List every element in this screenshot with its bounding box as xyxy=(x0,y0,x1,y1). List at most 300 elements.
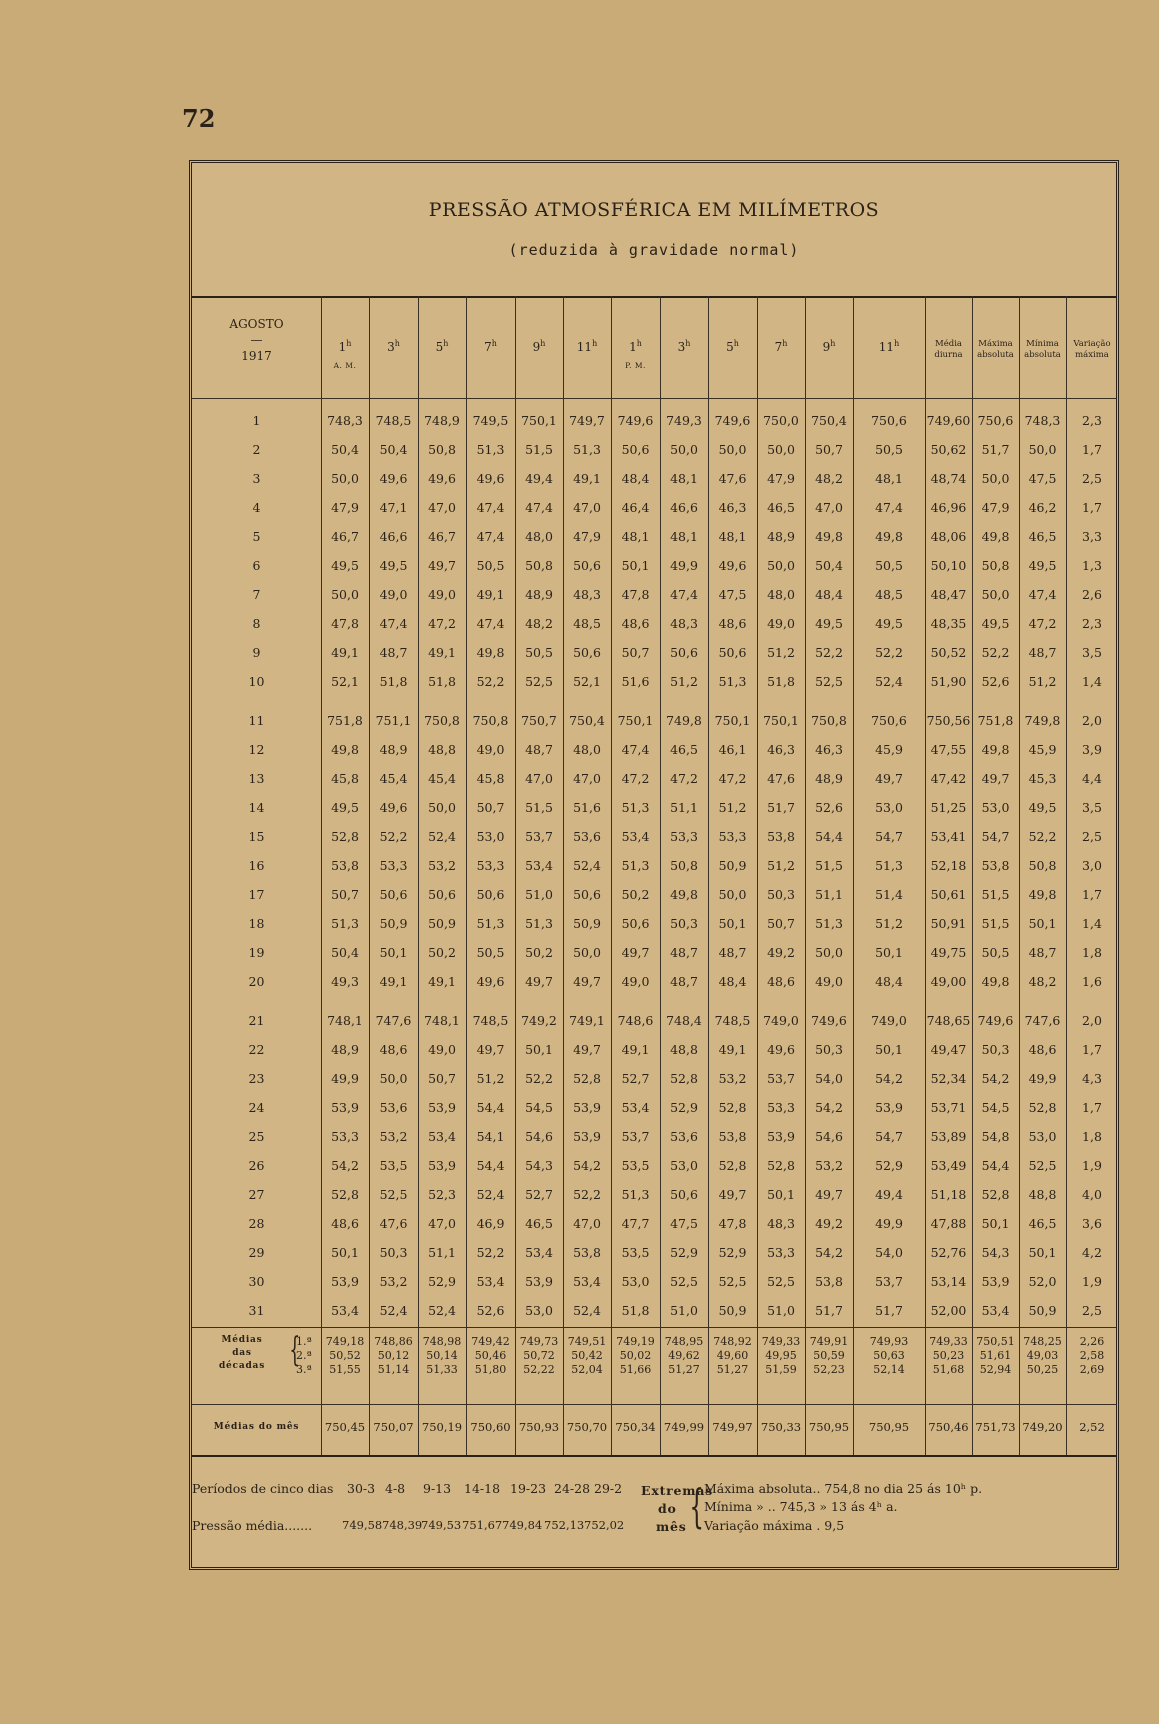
header-hour: 1$^h$ xyxy=(629,339,642,354)
table-cell: 48,74 xyxy=(930,471,967,486)
table-cell: 53,9 xyxy=(428,1100,456,1115)
month-mean-cell: 749,97 xyxy=(712,1420,753,1434)
table-cell: 750,0 xyxy=(763,413,799,428)
table-cell: 46,1 xyxy=(718,742,747,757)
table-cell: 749,0 xyxy=(763,1013,799,1028)
table-cell: 49,0 xyxy=(476,742,505,757)
decade-cell: 750,51 xyxy=(976,1335,1015,1348)
month-mean-cell: 749,99 xyxy=(663,1420,705,1434)
row-day: 24 xyxy=(248,1100,265,1115)
month-mean-cell: 750,93 xyxy=(518,1420,560,1434)
table-cell: 53,9 xyxy=(331,1100,359,1115)
table-cell: 51,1 xyxy=(670,800,698,815)
table-cell: 50,3 xyxy=(670,916,698,931)
header-hour: 9$^h$ xyxy=(532,339,546,354)
table-cell: 49,5 xyxy=(981,616,1010,631)
table-cell: 53,3 xyxy=(379,858,408,873)
table-cell: 46,7 xyxy=(331,529,359,544)
table-cell: 53,4 xyxy=(573,1274,601,1289)
table-cell: 53,4 xyxy=(428,1129,456,1144)
table-cell: 50,61 xyxy=(930,887,967,902)
table-cell: 51,5 xyxy=(815,858,843,873)
table-cell: 50,5 xyxy=(476,945,505,960)
row-day: 27 xyxy=(248,1187,265,1202)
table-cell: 50,0 xyxy=(670,442,698,457)
decades-label: Médias xyxy=(221,1335,263,1345)
table-cell: 48,4 xyxy=(718,974,747,989)
decade-cell: 49,60 xyxy=(716,1349,749,1362)
table-cell: 50,9 xyxy=(428,916,456,931)
table-cell: 49,8 xyxy=(1028,887,1057,902)
table-cell: 48,1 xyxy=(670,529,698,544)
table-cell: 47,6 xyxy=(379,1216,408,1231)
table-cell: 48,7 xyxy=(379,645,408,660)
table-cell: 52,5 xyxy=(718,1274,747,1289)
table-cell: 751,8 xyxy=(327,713,363,728)
table-cell: 52,8 xyxy=(718,1158,747,1173)
table-cell: 49,8 xyxy=(981,529,1010,544)
table-cell: 49,2 xyxy=(815,1216,843,1231)
decade-label: 3.ª xyxy=(296,1363,312,1376)
table-cell: 50,1 xyxy=(331,1245,359,1260)
table-cell: 48,4 xyxy=(875,974,903,989)
table-cell: 48,8 xyxy=(670,1042,698,1057)
table-cell: 48,2 xyxy=(1028,974,1057,989)
table-cell: 53,3 xyxy=(718,829,747,844)
pressure-item: 748,39 xyxy=(382,1518,423,1532)
decade-cell: 51,61 xyxy=(979,1349,1012,1362)
table-cell: 749,6 xyxy=(977,1013,1014,1028)
row-day: 15 xyxy=(248,829,265,844)
table-cell: 52,00 xyxy=(930,1303,967,1318)
table-cell: 50,6 xyxy=(573,645,601,660)
table-cell: 53,9 xyxy=(573,1129,601,1144)
table-cell: 46,2 xyxy=(1028,500,1057,515)
table-cell: 50,2 xyxy=(621,887,650,902)
table-cell: 51,2 xyxy=(718,800,747,815)
table-cell: 49,1 xyxy=(718,1042,747,1057)
table-cell: 51,2 xyxy=(875,916,903,931)
table-cell: 51,8 xyxy=(767,674,795,689)
month-mean-cell: 750,45 xyxy=(324,1420,366,1434)
table-cell: 50,0 xyxy=(718,442,747,457)
table-cell: 50,2 xyxy=(525,945,553,960)
decade-cell: 50,02 xyxy=(619,1349,652,1362)
table-cell: 49,5 xyxy=(875,616,903,631)
table-cell: 50,1 xyxy=(1028,916,1057,931)
table-cell: 749,60 xyxy=(926,413,971,428)
table-cell: 750,1 xyxy=(763,713,799,728)
table-cell: 50,91 xyxy=(930,916,967,931)
table-cell: 50,9 xyxy=(1028,1303,1057,1318)
table-cell: 49,47 xyxy=(930,1042,967,1057)
table-cell: 49,0 xyxy=(621,974,650,989)
table-cell: 48,7 xyxy=(525,742,553,757)
header-top-rule xyxy=(192,296,1116,298)
table-cell: 49,8 xyxy=(476,645,505,660)
row-day: 1 xyxy=(252,413,261,428)
table-cell: 51,5 xyxy=(525,442,553,457)
page-number: 72 xyxy=(182,104,216,133)
table-cell: 2,5 xyxy=(1082,1303,1102,1318)
table-cell: 50,4 xyxy=(379,442,408,457)
table-cell: 50,0 xyxy=(379,1071,408,1086)
table-cell: 51,3 xyxy=(573,442,601,457)
table-cell: 4,2 xyxy=(1082,1245,1102,1260)
table-cell: 53,0 xyxy=(476,829,505,844)
decade-cell: 50,25 xyxy=(1026,1363,1059,1376)
table-cell: 47,5 xyxy=(670,1216,698,1231)
table-cell: 52,8 xyxy=(331,1187,359,1202)
decade-cell: 49,62 xyxy=(668,1349,700,1362)
table-cell: 52,4 xyxy=(379,1303,408,1318)
table-cell: 45,4 xyxy=(379,771,408,786)
table-cell: 750,7 xyxy=(521,713,557,728)
decade-cell: 749,93 xyxy=(869,1335,909,1348)
month-mean-cell: 750,60 xyxy=(470,1420,511,1434)
table-cell: 52,4 xyxy=(428,1303,456,1318)
period-item: 19-23 xyxy=(510,1481,547,1496)
table-cell: 53,8 xyxy=(767,829,795,844)
table-cell: 749,5 xyxy=(472,413,509,428)
table-cell: 2,0 xyxy=(1082,713,1102,728)
table-cell: 48,7 xyxy=(670,945,698,960)
table-cell: 52,2 xyxy=(815,645,843,660)
table-cell: 53,9 xyxy=(525,1274,553,1289)
table-cell: 48,1 xyxy=(718,529,747,544)
table-cell: 49,5 xyxy=(379,558,408,573)
decade-cell: 51,66 xyxy=(619,1363,652,1376)
header-hour: 3$^h$ xyxy=(387,339,400,354)
table-cell: 50,0 xyxy=(331,587,359,602)
header-minima-absoluta: Mínima xyxy=(1026,339,1059,349)
table-cell: 748,65 xyxy=(926,1013,971,1028)
table-cell: 1,7 xyxy=(1082,500,1102,515)
table-cell: 54,8 xyxy=(981,1129,1010,1144)
table-cell: 50,3 xyxy=(981,1042,1010,1057)
table-cell: 48,7 xyxy=(718,945,747,960)
table-cell: 52,4 xyxy=(428,829,456,844)
table-cell: 49,7 xyxy=(573,974,601,989)
table-cell: 49,7 xyxy=(981,771,1010,786)
table-cell: 748,5 xyxy=(375,413,412,428)
table-cell: 48,6 xyxy=(718,616,747,631)
table-cell: 748,1 xyxy=(424,1013,460,1028)
row-day: 11 xyxy=(248,713,265,728)
table-cell: 52,2 xyxy=(476,1245,505,1260)
table-cell: 50,5 xyxy=(981,945,1010,960)
pressure-item: 749,84 xyxy=(502,1518,543,1532)
table-title: PRESSÃO ATMOSFÉRICA EM MILÍMETROS xyxy=(428,199,880,221)
header-hour: 3$^h$ xyxy=(677,339,691,354)
table-cell: 47,2 xyxy=(1028,616,1057,631)
table-cell: 47,8 xyxy=(718,1216,747,1231)
decade-cell: 50,59 xyxy=(813,1349,845,1362)
table-cell: 47,4 xyxy=(379,616,408,631)
table-cell: 52,5 xyxy=(1028,1158,1057,1173)
table-cell: 750,4 xyxy=(569,713,605,728)
row-day: 20 xyxy=(248,974,265,989)
table-cell: 50,6 xyxy=(428,887,456,902)
table-cell: 53,3 xyxy=(767,1245,795,1260)
table-cell: 50,0 xyxy=(767,442,795,457)
table-cell: 50,9 xyxy=(379,916,408,931)
table-cell: 49,9 xyxy=(1028,1071,1057,1086)
header-variacao-maxima: Variação xyxy=(1073,339,1111,349)
table-cell: 48,8 xyxy=(428,742,456,757)
table-cell: 51,3 xyxy=(476,916,505,931)
table-cell: 1,4 xyxy=(1082,916,1102,931)
table-cell: 52,9 xyxy=(875,1158,903,1173)
table-cell: 50,0 xyxy=(718,887,747,902)
table-cell: 54,6 xyxy=(815,1129,843,1144)
table-cell: 2,5 xyxy=(1082,829,1102,844)
table-cell: 46,4 xyxy=(621,500,650,515)
table-cell: 1,8 xyxy=(1082,945,1102,960)
table-cell: 53,0 xyxy=(1028,1129,1057,1144)
table-cell: 51,3 xyxy=(621,800,650,815)
table-cell: 50,6 xyxy=(670,1187,698,1202)
table-cell: 50,8 xyxy=(428,442,456,457)
row-day: 12 xyxy=(248,742,265,757)
header-hour: 5$^h$ xyxy=(435,339,449,354)
table-cell: 49,6 xyxy=(428,471,456,486)
table-cell: 3,9 xyxy=(1082,742,1102,757)
table-cell: 50,0 xyxy=(331,471,359,486)
table-cell: 50,1 xyxy=(621,558,650,573)
table-cell: 51,3 xyxy=(331,916,359,931)
table-cell: 48,6 xyxy=(621,616,650,631)
month-mean-cell: 750,70 xyxy=(566,1420,608,1434)
table-cell: 50,62 xyxy=(930,442,967,457)
table-cell: 49,5 xyxy=(1028,800,1057,815)
table-cell: 748,4 xyxy=(666,1013,702,1028)
table-cell: 50,1 xyxy=(525,1042,553,1057)
table-cell: 47,4 xyxy=(875,500,903,515)
table-cell: 53,5 xyxy=(379,1158,408,1173)
table-cell: 52,1 xyxy=(331,674,359,689)
table-cell: 49,6 xyxy=(476,974,505,989)
table-cell: 48,0 xyxy=(767,587,795,602)
decade-cell: 51,14 xyxy=(377,1363,410,1376)
header-hour: 5$^h$ xyxy=(726,339,739,354)
table-cell: 1,4 xyxy=(1082,674,1102,689)
table-cell: 1,9 xyxy=(1082,1158,1102,1173)
decade-cell: 51,59 xyxy=(765,1363,797,1376)
period-item: 24-28 xyxy=(554,1481,591,1496)
table-cell: 51,25 xyxy=(930,800,967,815)
table-cell: 50,0 xyxy=(767,558,795,573)
table-cell: 53,89 xyxy=(930,1129,967,1144)
table-cell: 52,9 xyxy=(670,1100,698,1115)
table-cell: 50,0 xyxy=(981,471,1010,486)
table-cell: 52,7 xyxy=(621,1071,650,1086)
table-cell: 49,0 xyxy=(379,587,408,602)
table-cell: 48,9 xyxy=(815,771,843,786)
row-day: 23 xyxy=(248,1071,265,1086)
table-cell: 52,5 xyxy=(379,1187,408,1202)
table-cell: 48,6 xyxy=(379,1042,408,1057)
pressure-item: 749,53 xyxy=(421,1518,462,1532)
table-cell: 51,3 xyxy=(621,858,650,873)
table-cell: 3,6 xyxy=(1082,1216,1102,1231)
decade-label: 1.ª xyxy=(296,1335,312,1348)
month-mean-cell: 750,33 xyxy=(760,1420,802,1434)
table-cell: 53,4 xyxy=(476,1274,505,1289)
table-cell: 749,6 xyxy=(714,413,751,428)
decade-cell: 49,03 xyxy=(1026,1349,1059,1362)
row-day: 31 xyxy=(248,1303,265,1318)
table-cell: 54,5 xyxy=(981,1100,1010,1115)
period-item: 4-8 xyxy=(385,1481,406,1496)
table-cell: 48,9 xyxy=(525,587,553,602)
decade-cell: 52,04 xyxy=(571,1363,603,1376)
decades-rule xyxy=(192,1327,1116,1328)
table-cell: 50,4 xyxy=(815,558,843,573)
table-cell: 53,4 xyxy=(525,858,553,873)
table-cell: 3,5 xyxy=(1082,645,1102,660)
table-cell: 2,3 xyxy=(1082,413,1102,428)
table-cell: 48,7 xyxy=(1028,645,1057,660)
table-cell: 54,4 xyxy=(981,1158,1010,1173)
table-cell: 52,34 xyxy=(930,1071,967,1086)
table-cell: 49,6 xyxy=(718,558,747,573)
table-cell: 53,2 xyxy=(379,1274,408,1289)
table-cell: 45,9 xyxy=(875,742,903,757)
decade-cell: 748,98 xyxy=(422,1335,462,1348)
table-cell: 47,8 xyxy=(621,587,650,602)
row-day: 17 xyxy=(248,887,265,902)
month-mean-cell: 750,34 xyxy=(615,1420,656,1434)
table-cell: 48,1 xyxy=(670,471,698,486)
decade-cell: 749,91 xyxy=(809,1335,849,1348)
table-cell: 50,52 xyxy=(930,645,967,660)
table-cell: 49,0 xyxy=(428,1042,456,1057)
table-cell: 53,0 xyxy=(621,1274,650,1289)
table-cell: 52,6 xyxy=(981,674,1010,689)
table-cell: 49,6 xyxy=(767,1042,795,1057)
table-cell: 49,5 xyxy=(815,616,843,631)
table-cell: 46,5 xyxy=(1028,1216,1057,1231)
decade-cell: 50,12 xyxy=(377,1349,410,1362)
month-mean-cell: 751,73 xyxy=(975,1420,1016,1434)
table-cell: 750,8 xyxy=(811,713,847,728)
row-day: 8 xyxy=(252,616,261,631)
table-cell: 53,9 xyxy=(767,1129,795,1144)
table-cell: 48,47 xyxy=(930,587,967,602)
table-cell: 47,6 xyxy=(767,771,795,786)
table-cell: 53,6 xyxy=(573,829,601,844)
table-cell: 47,4 xyxy=(476,500,505,515)
table-cell: 50,0 xyxy=(573,945,601,960)
row-day: 16 xyxy=(248,858,265,873)
table-cell: 53,0 xyxy=(981,800,1010,815)
table-cell: 48,1 xyxy=(875,471,903,486)
table-cell: 49,3 xyxy=(331,974,359,989)
table-cell: 52,5 xyxy=(670,1274,698,1289)
month-mean-cell: 750,95 xyxy=(808,1420,850,1434)
table-cell: 53,2 xyxy=(718,1071,747,1086)
table-cell: 50,6 xyxy=(573,558,601,573)
table-cell: 749,2 xyxy=(521,1013,557,1028)
table-cell: 46,6 xyxy=(670,500,698,515)
table-cell: 49,5 xyxy=(331,800,359,815)
table-cell: 54,3 xyxy=(525,1158,553,1173)
table-cell: 51,5 xyxy=(981,916,1010,931)
header-am: A. M. xyxy=(333,361,357,370)
table-cell: 49,6 xyxy=(379,471,408,486)
table-cell: 53,4 xyxy=(621,1100,650,1115)
table-cell: 750,6 xyxy=(977,413,1014,428)
table-cell: 49,0 xyxy=(428,587,456,602)
table-cell: 48,2 xyxy=(815,471,843,486)
table-cell: 47,9 xyxy=(573,529,601,544)
table-cell: 52,8 xyxy=(1028,1100,1057,1115)
table-cell: 47,88 xyxy=(930,1216,967,1231)
extreme-var: Variação máxima . 9,5 xyxy=(704,1518,845,1533)
table-cell: 46,9 xyxy=(476,1216,505,1231)
row-day: 3 xyxy=(252,471,261,486)
table-cell: 48,0 xyxy=(525,529,553,544)
table-cell: 50,3 xyxy=(815,1042,843,1057)
decade-cell: 749,42 xyxy=(471,1335,510,1348)
table-cell: 54,0 xyxy=(875,1245,903,1260)
table-cell: 50,6 xyxy=(573,887,601,902)
row-day: 28 xyxy=(248,1216,265,1231)
decade-cell: 51,80 xyxy=(474,1363,507,1376)
table-cell: 750,1 xyxy=(714,713,751,728)
row-day: 19 xyxy=(248,945,265,960)
table-cell: 2,5 xyxy=(1082,471,1102,486)
month-mean-cell: 750,95 xyxy=(868,1420,910,1434)
table-cell: 2,3 xyxy=(1082,616,1102,631)
header-hour: 11$^h$ xyxy=(878,339,900,354)
table-cell: 53,4 xyxy=(981,1303,1010,1318)
table-cell: 47,0 xyxy=(525,771,553,786)
table-cell: 52,3 xyxy=(428,1187,456,1202)
table-cell: 54,7 xyxy=(875,1129,903,1144)
table-cell: 749,8 xyxy=(1024,713,1061,728)
table-cell: 52,2 xyxy=(1028,829,1057,844)
table-cell: 53,49 xyxy=(930,1158,967,1173)
row-day: 4 xyxy=(252,500,261,515)
table-cell: 50,1 xyxy=(875,1042,903,1057)
table-cell: 50,4 xyxy=(331,442,359,457)
month-mean-cell: 749,20 xyxy=(1022,1420,1063,1434)
month-rule xyxy=(192,1404,1116,1405)
table-cell: 50,1 xyxy=(875,945,903,960)
table-cell: 1,6 xyxy=(1082,974,1102,989)
header-maxima-absoluta: absoluta xyxy=(977,350,1014,360)
decade-cell: 2,58 xyxy=(1079,1349,1105,1362)
table-cell: 46,96 xyxy=(930,500,967,515)
table-cell: 50,0 xyxy=(428,800,456,815)
row-day: 21 xyxy=(248,1013,265,1028)
table-cell: 49,1 xyxy=(428,645,456,660)
table-cell: 3,0 xyxy=(1082,858,1102,873)
table-cell: 50,1 xyxy=(379,945,408,960)
table-cell: 52,2 xyxy=(379,829,408,844)
table-cell: 1,7 xyxy=(1082,1042,1102,1057)
table-cell: 52,7 xyxy=(525,1187,553,1202)
table-cell: 47,5 xyxy=(1028,471,1057,486)
table-cell: 52,2 xyxy=(875,645,903,660)
table-cell: 51,6 xyxy=(621,674,650,689)
table-cell: 47,0 xyxy=(573,1216,601,1231)
table-cell: 748,3 xyxy=(327,413,363,428)
table-cell: 50,5 xyxy=(875,442,903,457)
decade-cell: 2,69 xyxy=(1079,1363,1105,1376)
